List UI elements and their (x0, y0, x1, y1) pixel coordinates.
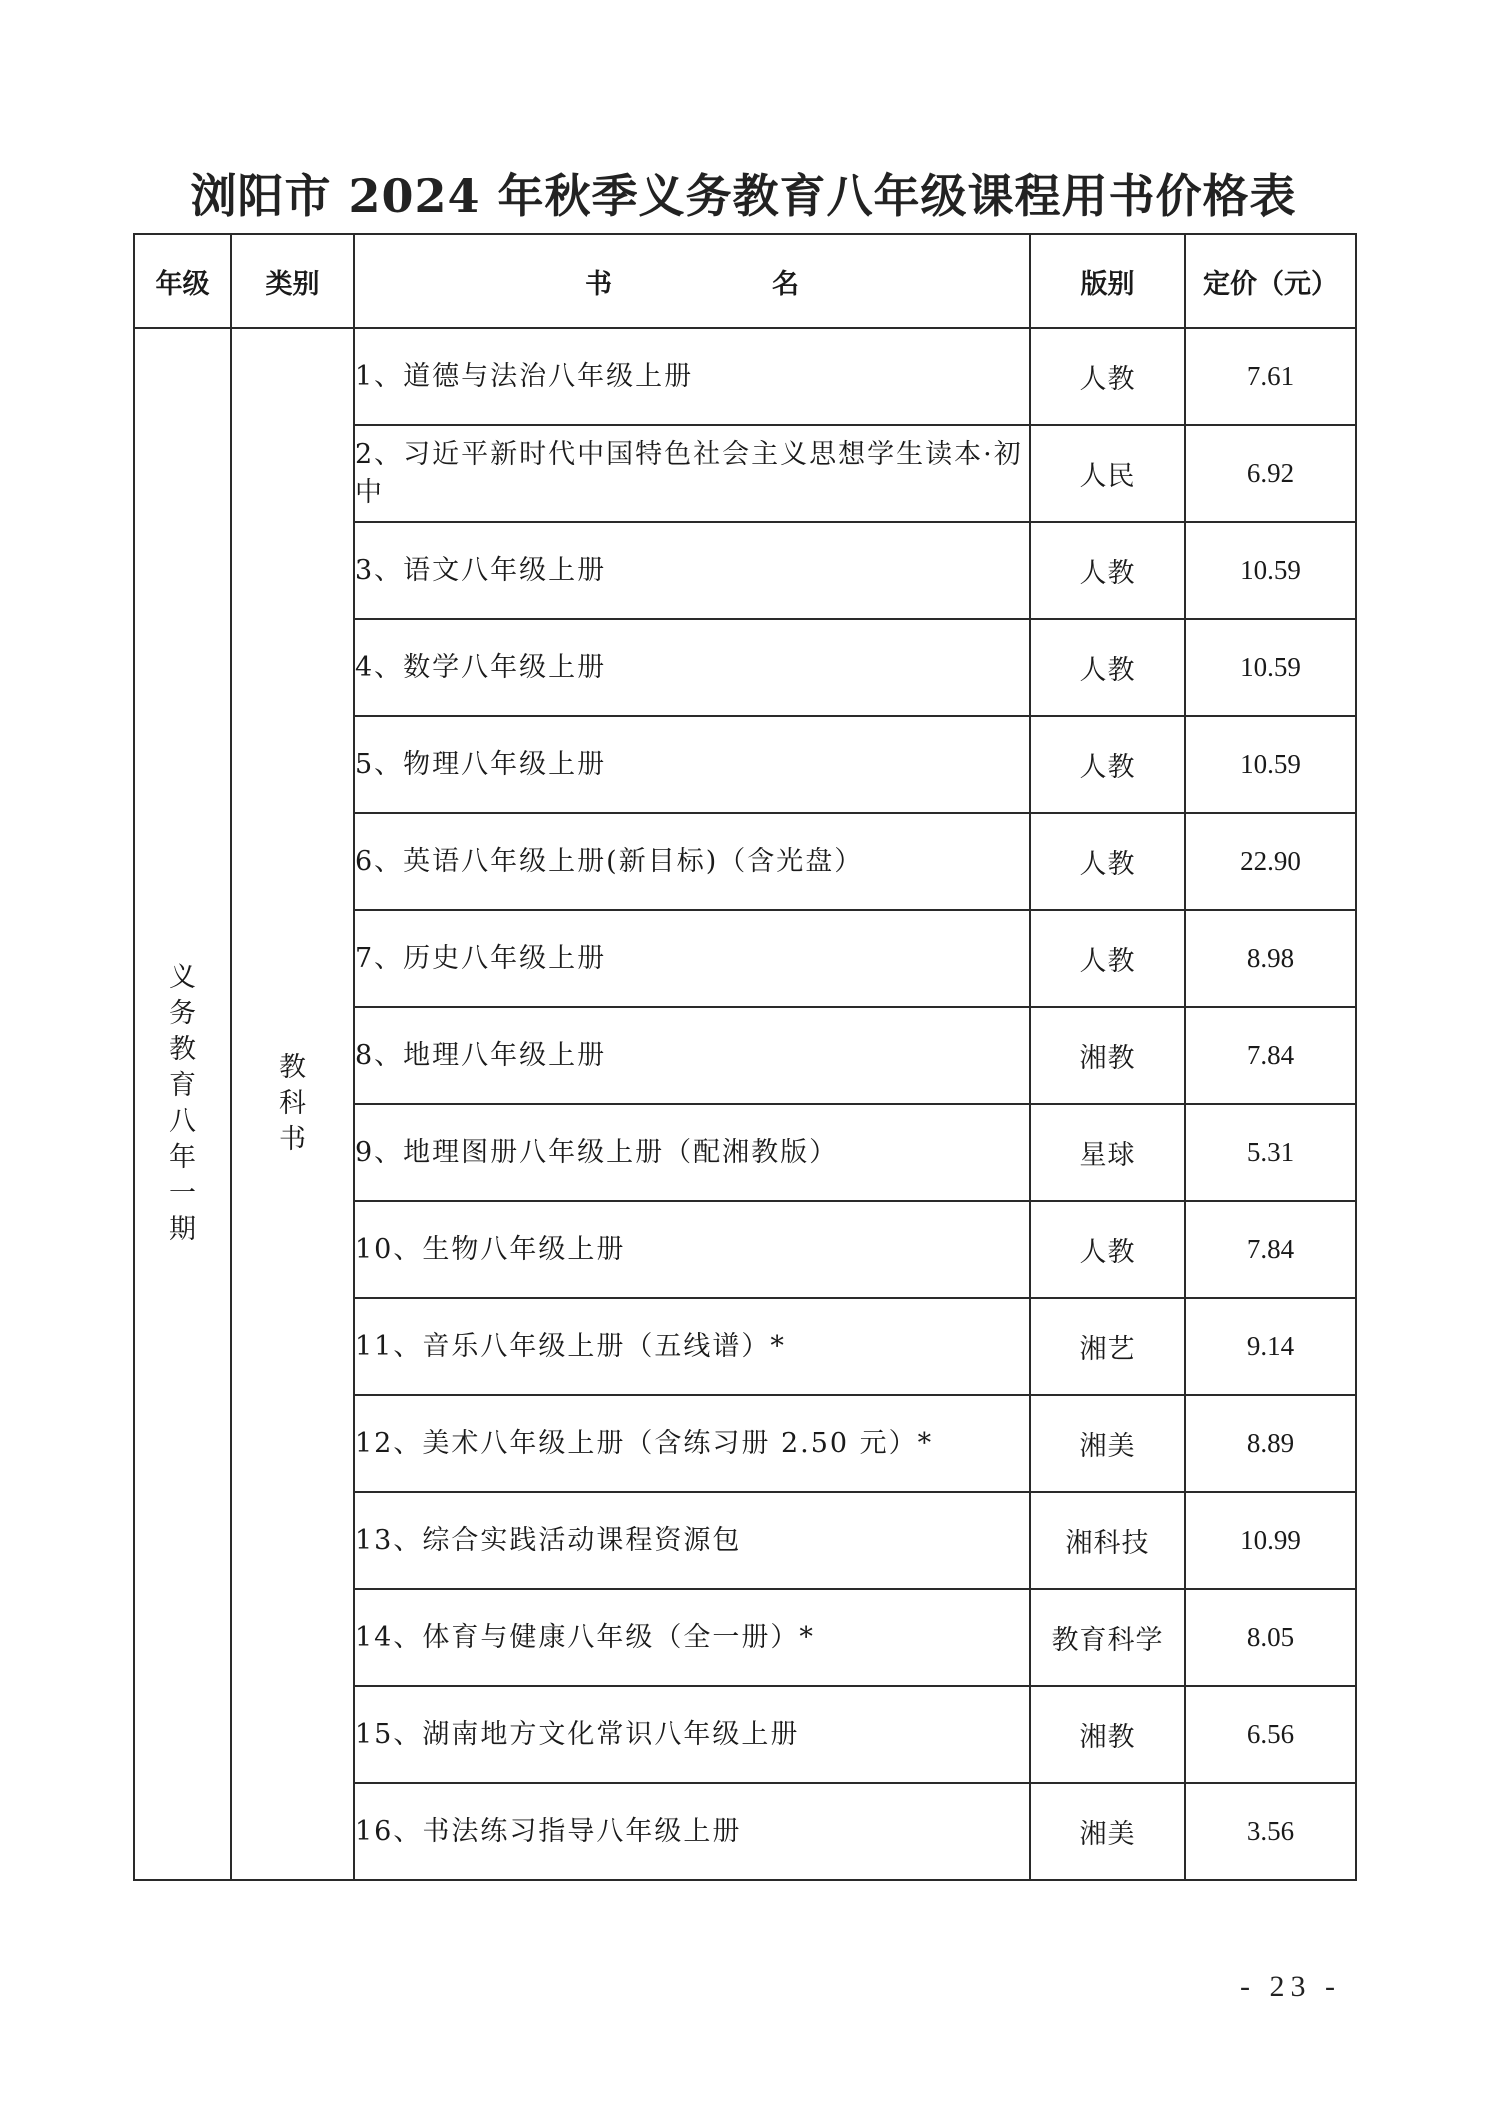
edition-cell: 教育科学 (1030, 1589, 1185, 1686)
table-header-row (134, 234, 1356, 328)
book-name-cell: 2、习近平新时代中国特色社会主义思想学生读本·初中 (354, 425, 1030, 522)
edition-cell: 湘科技 (1030, 1492, 1185, 1589)
grade-cell (134, 328, 231, 1880)
header-bookname-right: 名 (772, 268, 799, 300)
price-cell: 7.84 (1185, 1007, 1356, 1104)
edition-cell: 湘教 (1030, 1686, 1185, 1783)
book-name-cell: 5、物理八年级上册 (354, 716, 1030, 813)
edition-cell: 湘美 (1030, 1395, 1185, 1492)
header-edition: 版别 (1030, 234, 1185, 328)
edition-cell: 人教 (1030, 910, 1185, 1007)
book-name-cell: 4、数学八年级上册 (354, 619, 1030, 716)
price-cell: 5.31 (1185, 1104, 1356, 1201)
price-cell: 8.89 (1185, 1395, 1356, 1492)
book-name-cell: 7、历史八年级上册 (354, 910, 1030, 1007)
page-title: 浏阳市 2024 年秋季义务教育八年级课程用书价格表 (190, 169, 1297, 223)
edition-cell: 人教 (1030, 716, 1185, 813)
price-cell: 8.98 (1185, 910, 1356, 1007)
price-cell: 9.14 (1185, 1298, 1356, 1395)
edition-cell: 人教 (1030, 1201, 1185, 1298)
book-name-cell: 12、美术八年级上册（含练习册 2.50 元）* (354, 1395, 1030, 1492)
edition-cell: 人民 (1030, 425, 1185, 522)
edition-cell: 人教 (1030, 813, 1185, 910)
price-cell: 10.59 (1185, 522, 1356, 619)
price-cell: 22.90 (1185, 813, 1356, 910)
table-row (134, 328, 1356, 425)
book-name-cell: 9、地理图册八年级上册（配湘教版） (354, 1104, 1030, 1201)
price-cell: 3.56 (1185, 1783, 1356, 1880)
header-grade: 年级 (134, 234, 231, 328)
price-cell: 7.84 (1185, 1201, 1356, 1298)
book-name-cell: 14、体育与健康八年级（全一册）* (354, 1589, 1030, 1686)
category-cell (231, 328, 354, 1880)
page-number: - 23 - (1240, 1970, 1341, 2003)
book-name-cell: 16、书法练习指导八年级上册 (354, 1783, 1030, 1880)
edition-cell: 人教 (1030, 522, 1185, 619)
book-name-cell: 11、音乐八年级上册（五线谱）* (354, 1298, 1030, 1395)
edition-cell: 星球 (1030, 1104, 1185, 1201)
book-name-cell: 1、道德与法治八年级上册 (354, 328, 1030, 425)
price-cell: 7.61 (1185, 328, 1356, 425)
edition-cell: 湘美 (1030, 1783, 1185, 1880)
book-name-cell: 3、语文八年级上册 (354, 522, 1030, 619)
edition-cell: 人教 (1030, 619, 1185, 716)
price-cell: 8.05 (1185, 1589, 1356, 1686)
category-text: 教科书 (279, 1052, 306, 1155)
book-name-cell: 8、地理八年级上册 (354, 1007, 1030, 1104)
price-cell: 6.92 (1185, 425, 1356, 522)
edition-cell: 人教 (1030, 328, 1185, 425)
book-name-cell: 15、湖南地方文化常识八年级上册 (354, 1686, 1030, 1783)
price-cell: 10.99 (1185, 1492, 1356, 1589)
header-bookname (354, 234, 1030, 328)
price-cell: 6.56 (1185, 1686, 1356, 1783)
book-name-cell: 10、生物八年级上册 (354, 1201, 1030, 1298)
edition-cell: 湘艺 (1030, 1298, 1185, 1395)
book-name-cell: 13、综合实践活动课程资源包 (354, 1492, 1030, 1589)
table-body (134, 328, 1356, 1880)
book-name-cell: 6、英语八年级上册(新目标)（含光盘） (354, 813, 1030, 910)
header-category: 类别 (231, 234, 354, 328)
price-cell: 10.59 (1185, 619, 1356, 716)
header-price: 定价（元） (1185, 234, 1356, 328)
edition-cell: 湘教 (1030, 1007, 1185, 1104)
price-cell: 10.59 (1185, 716, 1356, 813)
grade-text: 义务教育八年一期 (169, 962, 196, 1245)
price-table (133, 233, 1357, 1881)
header-bookname-left: 书 (585, 268, 612, 300)
